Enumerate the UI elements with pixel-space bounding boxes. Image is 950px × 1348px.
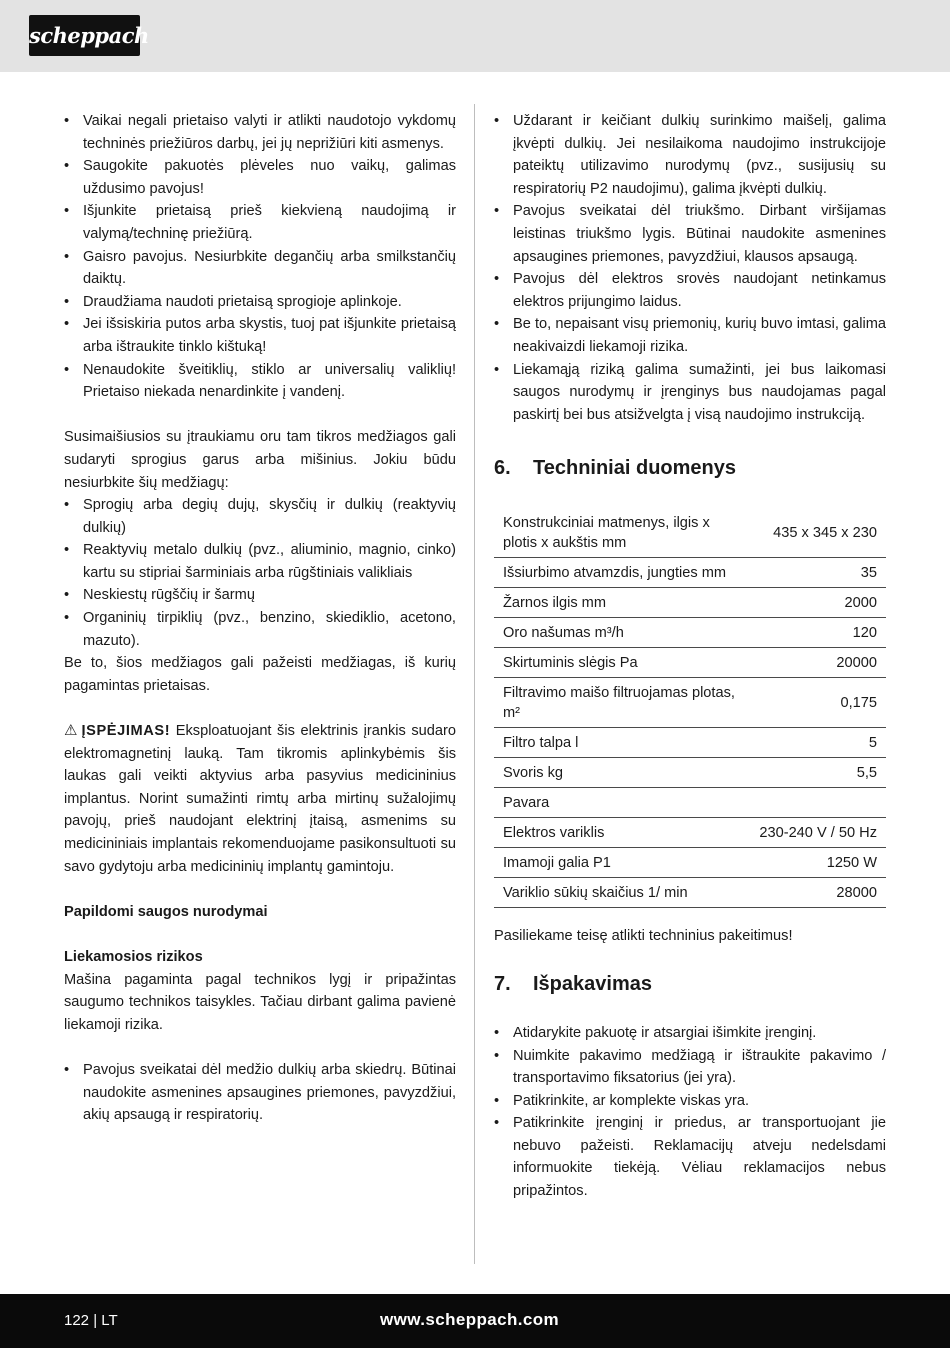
list-item: • Atidarykite pakuotę ir atsargiai išimkite įrenginį. <box>494 1022 886 1045</box>
warning-text: Eksploatuojant šis elektrinis įrankis sudaro elektromagnetinį lauką. Tam tikromis aplinkybėmis šis laukas gali veikti aktyvius arba pasyvius medicininius implantus. Norint sumažinti rimtų arba mirtinų sužalojimų pavojų, prieš naudojant elektrinį įtaisą, asmenims su medicininiais implantais rekomenduojame pasikonsultuoti su savo gydytoju arba medicininių implantų gamintoju. <box>64 723 456 875</box>
forbidden-substances-list <box>64 494 456 652</box>
list-item: • Nenaudokite šveitiklių, stiklo ar universalių valiklių! Prietaiso niekada nenardinkite į vandenį. <box>64 359 456 404</box>
spec-value: 120 <box>852 624 877 641</box>
warning-paragraph <box>64 720 456 878</box>
column-divider <box>474 104 475 1264</box>
materials-note: Be to, šios medžiagos gali pažeisti medžiagas, iš kurių pagamintas prietaisas. <box>64 655 456 694</box>
spec-value <box>750 788 886 818</box>
list-item: • Organinių tirpiklių (pvz., benzino, skiediklio, acetono, mazuto). <box>64 607 456 652</box>
spec-value: 35 <box>860 564 877 581</box>
spec-value: 20000 <box>836 654 877 671</box>
spec-value: 230-240 V / 50 Hz <box>759 824 877 841</box>
spec-row <box>494 648 886 678</box>
spec-value: 5,5 <box>856 764 877 781</box>
page-footer <box>0 1294 950 1348</box>
spec-row <box>494 678 886 728</box>
right-column <box>494 110 886 1203</box>
spec-label: Filtravimo maišo filtruojamas plotas, m² <box>503 684 735 721</box>
list-item: • Nuimkite pakavimo medžiagą ir ištraukite pakavimo / transportavimo fiksatorius (jei yra). <box>494 1045 886 1090</box>
spec-label: Pavara <box>503 794 550 811</box>
spec-row <box>494 588 886 618</box>
brand-logo: scheppach <box>29 15 140 56</box>
section-6-heading: 6. Techniniai duomenys <box>494 457 736 480</box>
residual-risk-list <box>64 1059 456 1127</box>
residual-risk-list-continued <box>494 110 886 426</box>
heading-extra-safety: Papildomi saugos nurodymai <box>64 903 268 920</box>
spec-row <box>494 558 886 588</box>
page-header <box>0 0 950 72</box>
spec-row <box>494 758 886 788</box>
spec-label: Imamoji galia P1 <box>503 854 611 871</box>
technical-data-table <box>494 508 886 908</box>
list-item: • Išjunkite prietaisą prieš kiekvieną naudojimą ir valymą/techninę priežiūrą. <box>64 200 456 245</box>
list-item: • Patikrinkite įrenginį ir priedus, ar transportuojant jie nebuvo pažeisti. Reklamacijų atveju nedelsdami informuokite tiekėją. Vėliau reklamacijos nebus pripažintos. <box>494 1112 886 1202</box>
list-item: • Reaktyvių metalo dulkių (pvz., aliuminio, magnio, cinko) kartu su stipriai šarminiais arba rūgštiniais valikliais <box>64 539 456 584</box>
spec-value: 5 <box>868 734 877 751</box>
list-item: • Pavojus sveikatai dėl triukšmo. Dirbant viršijamas leistinas triukšmo lygis. Būtinai naudokite asmenines apsaugines priemones, pavyzdžiui, klausos apsaugą. <box>494 200 886 268</box>
list-item: • Liekamąją riziką galima sumažinti, jei bus laikomasi saugos nurodymų ir įrenginys bus naudojamas pagal paskirtį bei bus atsižvelgta į visą naudojimo instrukciją. <box>494 359 886 427</box>
list-item: • Neskiestų rūgščių ir šarmų <box>64 584 456 607</box>
list-item: • Patikrinkite, ar komplekte viskas yra. <box>494 1090 886 1113</box>
spec-value: 1250 W <box>826 854 877 871</box>
spec-label: Variklio sūkių skaičius 1/ min <box>503 884 688 901</box>
spec-label: Išsiurbimo atvamzdis, jungties mm <box>503 564 727 581</box>
list-item: • Saugokite pakuotės plėveles nuo vaikų, galimas uždusimo pavojus! <box>64 155 456 200</box>
spec-label: Oro našumas m³/h <box>503 624 624 641</box>
spec-row <box>494 508 886 558</box>
spec-row <box>494 848 886 878</box>
list-item: • Gaisro pavojus. Nesiurbkite degančių arba smilkstančių daiktų. <box>64 246 456 291</box>
warning-label: ĮSPĖJIMAS! <box>81 723 171 740</box>
spec-label: Elektros variklis <box>503 824 605 841</box>
spec-row <box>494 728 886 758</box>
left-column <box>64 110 456 1127</box>
list-item: • Be to, nepaisant visų priemonių, kurių buvo imtasi, galima neakivaizdi liekamoji rizika. <box>494 313 886 358</box>
spec-value: 0,175 <box>840 694 877 711</box>
spec-label: Skirtuminis slėgis Pa <box>503 654 638 671</box>
spec-label: Filtro talpa l <box>503 734 579 751</box>
warning-triangle-icon: ⚠ <box>64 722 78 740</box>
website-link[interactable]: www.scheppach.com <box>380 1310 560 1329</box>
list-item: • Sprogių arba degių dujų, skysčių ir dulkių (reaktyvių dulkių) <box>64 494 456 539</box>
spec-value: 28000 <box>836 884 877 901</box>
page-number: 122 | LT <box>64 1312 118 1329</box>
spec-label: Konstrukciniai matmenys, ilgis x plotis x aukštis mm <box>503 514 710 551</box>
list-item: • Vaikai negali prietaiso valyti ir atlikti naudotojo vykdomų techninės priežiūros darbų, jei jų neprižiūri kiti asmenys. <box>64 110 456 155</box>
spec-label: Žarnos ilgis mm <box>503 594 606 611</box>
section-7-heading: 7. Išpakavimas <box>494 972 652 995</box>
spec-value: 435 x 345 x 230 <box>773 524 877 541</box>
technical-changes-note: Pasiliekame teisę atlikti techninius pakeitimus! <box>494 928 793 945</box>
list-item: • Draudžiama naudoti prietaisą sprogioje aplinkoje. <box>64 291 456 314</box>
list-item: • Uždarant ir keičiant dulkių surinkimo maišelį, galima įkvėpti dulkių. Jei nesilaikoma naudojimo instrukcijoje pateiktų utilizavimo nurodymų (pvz., susijusių su respiratorių P2 naudojimu), galima įkvėpti dulkių. <box>494 110 886 200</box>
list-item: • Pavojus dėl elektros srovės naudojant netinkamus elektros prijungimo laidus. <box>494 268 886 313</box>
spec-row <box>494 618 886 648</box>
spec-label: Svoris kg <box>503 764 564 781</box>
list-item: • Jei išsiskiria putos arba skystis, tuoj pat išjunkite prietaisą arba ištraukite tinklo kištuką! <box>64 313 456 358</box>
spec-row <box>494 818 886 848</box>
spec-row <box>494 788 886 818</box>
list-item: • Pavojus sveikatai dėl medžio dulkių arba skiedrų. Būtinai naudokite asmenines apsaugines priemones, pavyzdžiui, akių apsaugą ir respiratorių. <box>64 1059 456 1127</box>
unpacking-list <box>494 1022 886 1203</box>
safety-list <box>64 110 456 404</box>
spec-row <box>494 878 886 908</box>
heading-residual-risks: Liekamosios rizikos <box>64 948 203 965</box>
explosive-intro: Susimaišiusios su įtraukiamu oru tam tikros medžiagos gali sudaryti sprogius garus arba mišinius. Jokiu būdu nesiurbkite šių medžiagų: <box>64 429 456 491</box>
spec-value: 2000 <box>844 594 877 611</box>
residual-intro: Mašina pagaminta pagal technikos lygį ir pripažintas saugumo technikos taisykles. Tačiau dirbant galima pavienė liekamoji rizika. <box>64 971 456 1033</box>
